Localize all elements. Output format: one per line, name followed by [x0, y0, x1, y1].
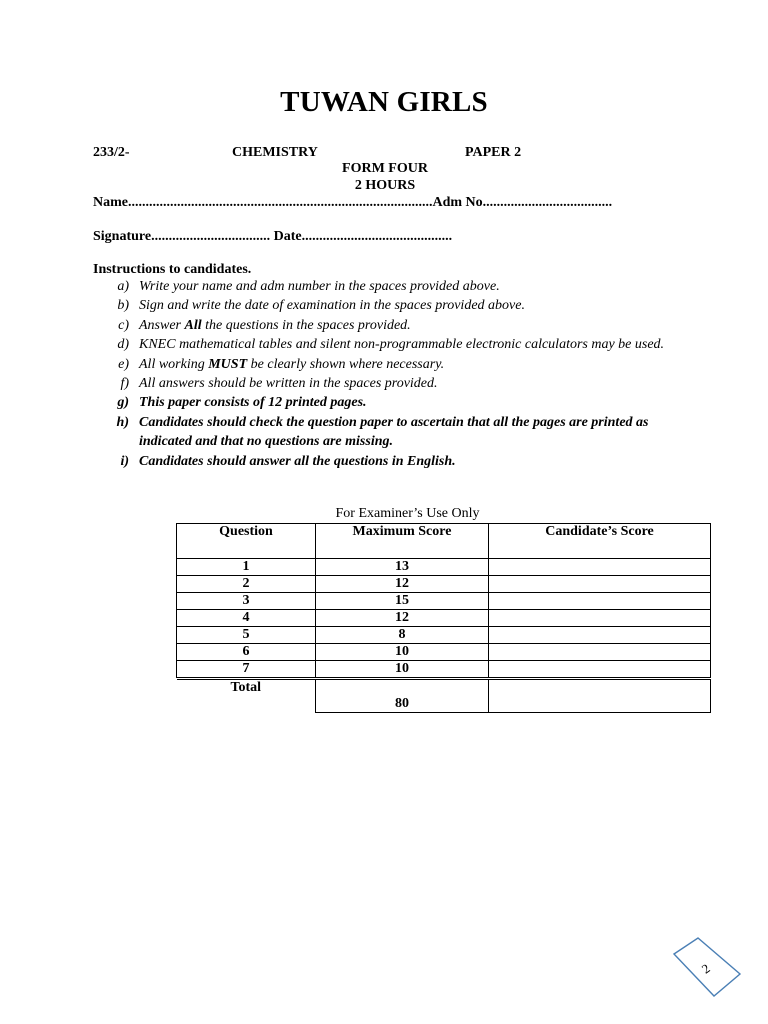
total-max-score: 80 — [316, 680, 489, 713]
max-score: 15 — [316, 593, 489, 610]
max-score: 13 — [316, 559, 489, 576]
max-score: 8 — [316, 627, 489, 644]
max-score: 12 — [316, 576, 489, 593]
subject-name: CHEMISTRY — [232, 145, 318, 160]
question-number: 6 — [177, 644, 316, 661]
table-row — [177, 627, 711, 644]
table-row — [177, 644, 711, 661]
header-maximum-score: Maximum Score — [316, 524, 489, 559]
max-score: 10 — [316, 644, 489, 661]
instruction-letter: c) — [118, 317, 129, 333]
question-number: 3 — [177, 593, 316, 610]
instruction-text: This paper consists of 12 printed pages. — [139, 395, 367, 411]
instruction-text-post: the questions in the spaces provided. — [201, 317, 411, 333]
page-number-badge — [672, 936, 742, 1000]
table-header-row — [177, 524, 711, 559]
table-total-row — [177, 680, 711, 713]
instruction-text: Write your name and adm number in the spaces provided above. — [139, 279, 500, 294]
examiner-score-table — [176, 523, 711, 713]
header-question: Question — [177, 524, 316, 559]
question-number: 5 — [177, 627, 316, 644]
instruction-item — [93, 355, 693, 374]
instruction-letter: i) — [120, 453, 129, 469]
instruction-text: Candidates should check the question paper to ascertain that all the pages are printed as indicated and that no questions are missing. — [139, 414, 649, 450]
examiner-table-caption: For Examiner’s Use Only — [335, 506, 480, 521]
instruction-text-bold: MUST — [208, 356, 248, 372]
instruction-letter: h) — [116, 414, 129, 430]
paper-number: PAPER 2 — [465, 145, 522, 160]
candidate-score-cell — [489, 559, 711, 576]
max-score: 10 — [316, 661, 489, 678]
instruction-item — [93, 413, 693, 452]
instruction-text-post: be clearly shown where necessary. — [247, 356, 445, 372]
instruction-text: Candidates should answer all the questions in English. — [139, 453, 456, 469]
instruction-text-bold: All — [184, 317, 202, 333]
candidate-score-cell — [489, 576, 711, 593]
instruction-item — [93, 296, 693, 315]
header-candidate-score: Candidate’s Score — [489, 524, 711, 559]
instruction-text — [139, 355, 677, 374]
table-row — [177, 610, 711, 627]
table-row — [177, 661, 711, 678]
instruction-item — [93, 393, 693, 412]
page-number: 2 — [698, 960, 713, 977]
signature-date-line: Signature.................................. Date........................................... — [93, 229, 453, 244]
instruction-text-pre: Answer — [139, 317, 185, 333]
instruction-text — [139, 316, 677, 335]
instruction-item — [93, 452, 693, 471]
instruction-item — [93, 316, 693, 335]
instruction-text: Sign and write the date of examination in the spaces provided above. — [139, 298, 525, 314]
candidate-score-cell — [489, 627, 711, 644]
instruction-letter: b) — [117, 298, 129, 314]
candidate-score-cell — [489, 644, 711, 661]
question-number: 2 — [177, 576, 316, 593]
max-score: 12 — [316, 610, 489, 627]
instruction-item — [93, 374, 693, 393]
school-title: TUWAN GIRLS — [280, 86, 488, 118]
question-number: 7 — [177, 661, 316, 678]
table-row — [177, 593, 711, 610]
instruction-letter: f) — [120, 376, 129, 392]
instructions-heading: Instructions to candidates. — [93, 262, 252, 277]
instruction-item — [93, 277, 693, 296]
instruction-letter: g) — [117, 395, 129, 411]
instruction-item — [93, 335, 693, 354]
candidate-score-cell — [489, 593, 711, 610]
total-candidate-score — [489, 680, 711, 713]
instructions-list — [93, 277, 693, 471]
instruction-letter: e) — [118, 356, 129, 372]
instruction-text-pre: All working — [139, 356, 209, 372]
total-label: Total — [230, 680, 262, 695]
candidate-score-cell — [489, 610, 711, 627]
candidate-score-cell — [489, 661, 711, 678]
instruction-letter: d) — [117, 337, 129, 353]
form-level: FORM FOUR — [342, 161, 428, 176]
question-number: 1 — [177, 559, 316, 576]
instruction-text: All answers should be written in the spaces provided. — [139, 376, 438, 392]
table-row — [177, 559, 711, 576]
table-row — [177, 576, 711, 593]
name-adm-line: Name.......................................................................................Adm No..................................... — [93, 195, 613, 210]
instruction-text: KNEC mathematical tables and silent non-programmable electronic calculators may be used. — [139, 337, 665, 353]
exam-duration: 2 HOURS — [354, 178, 416, 193]
paper-code: 233/2- — [93, 145, 130, 160]
question-number: 4 — [177, 610, 316, 627]
instruction-letter: a) — [117, 279, 129, 294]
